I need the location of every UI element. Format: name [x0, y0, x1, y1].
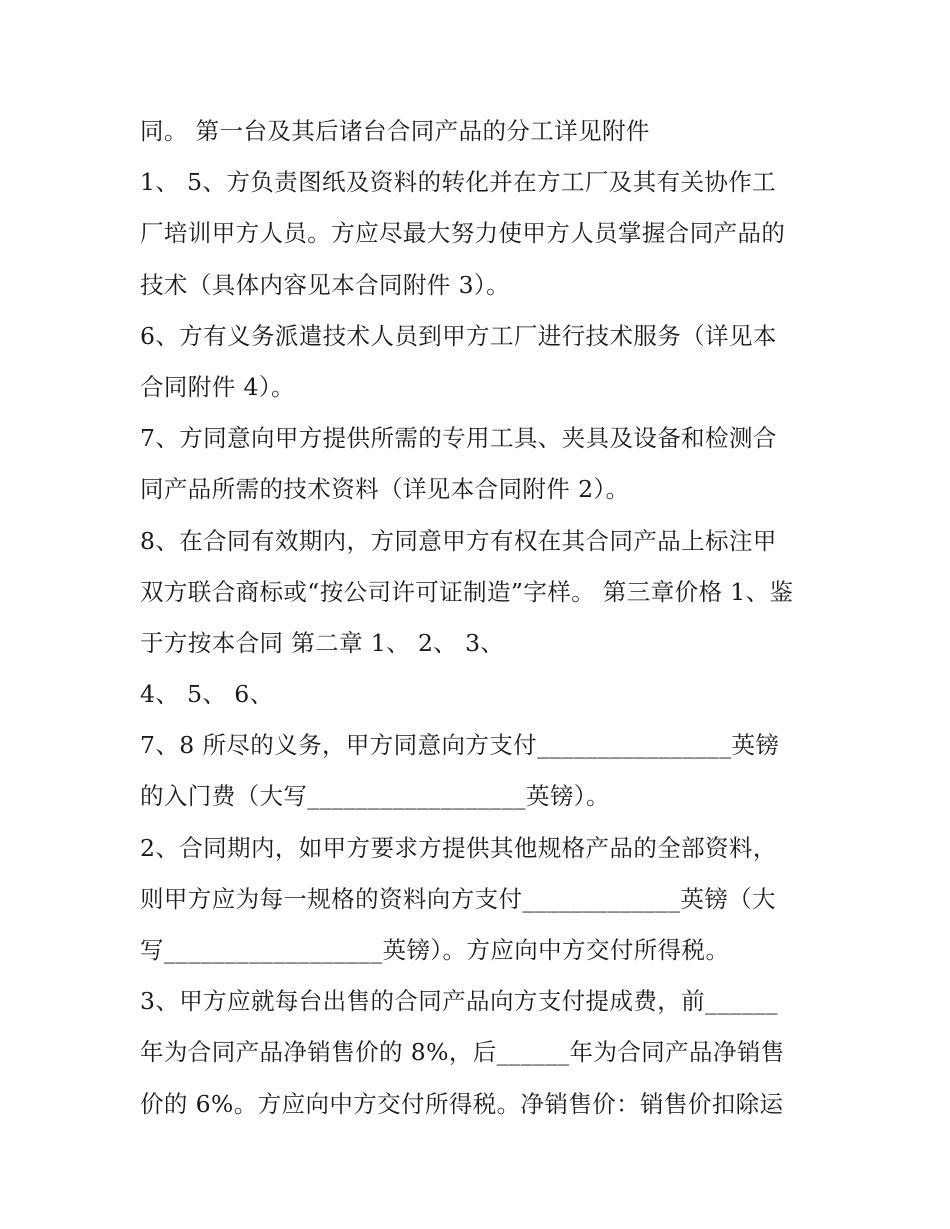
text-line: 7、8 所尽的义务，甲方同意向方支付________________英镑 [140, 731, 780, 760]
text-line: 3、甲方应就每台出售的合同产品向方支付提成费，前______ [140, 987, 778, 1016]
text-line: 于方按本合同 第二章 1、 2、 3、 [140, 628, 505, 657]
text-line: 写__________________英镑）。方应向中方交付所得税。 [140, 936, 730, 964]
text-line: 4、 5、 6、 [140, 680, 274, 709]
text-line: 同产品所需的技术资料（详见本合同附件 2）。 [140, 475, 630, 504]
text-line: 双方联合商标或“按公司许可证制造”字样。 第三章价格 1、鉴 [140, 577, 794, 606]
text-line: 8、在合同有效期内，方同意甲方有权在其合同产品上标注甲 [140, 526, 777, 555]
text-line: 技术（具体内容见本合同附件 3）。 [140, 270, 510, 299]
text-line: 同。 第一台及其后诸台合同产品的分工详见附件 [140, 117, 650, 145]
text-line: 2、合同期内，如甲方要求方提供其他规格产品的全部资料， [140, 833, 777, 862]
text-line: 合同附件 4）。 [140, 372, 295, 401]
contract-text-body [140, 108, 820, 1132]
text-line: 7、方同意向甲方提供所需的专用工具、夹具及设备和检测合 [140, 424, 777, 453]
text-line: 的入门费（大写__________________英镑）。 [140, 782, 610, 811]
text-line: 则甲方应为每一规格的资料向方支付_____________英镑（大 [140, 884, 776, 913]
text-line: 价的 6%。方应向中方交付所得税。净销售价：销售价扣除运 [140, 1089, 784, 1118]
text-line: 1、 5、方负责图纸及资料的转化并在方工厂及其有关协作工 [140, 168, 777, 197]
text-line: 6、方有义务派遣技术人员到甲方工厂进行技术服务（详见本 [140, 321, 777, 350]
text-line: 年为合同产品净销售价的 8%，后______年为合同产品净销售 [140, 1038, 785, 1067]
text-line: 厂培训甲方人员。方应尽最大努力使甲方人员掌握合同产品的 [140, 219, 786, 248]
